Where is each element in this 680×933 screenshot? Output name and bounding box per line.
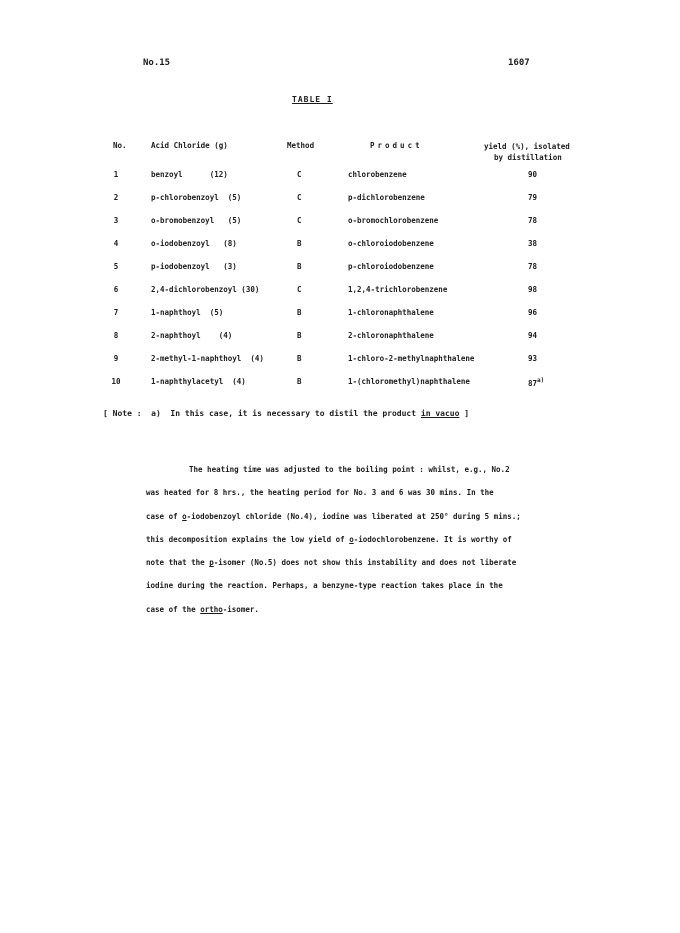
emphasis-span: ortho: [200, 604, 223, 614]
row-yield: 79: [528, 193, 538, 202]
table-row: [0, 262, 680, 276]
paragraph-line: iodine during the reaction. Perhaps, a benzyne-type reaction takes place in the: [146, 581, 503, 591]
yield-header-line-2: by distillation: [494, 153, 562, 162]
table-row: [0, 216, 680, 230]
row-acid-chloride: 2-methyl-1-naphthoyl (4): [151, 354, 264, 363]
text-span: case of: [146, 511, 183, 521]
text-span: case of the: [146, 604, 201, 614]
row-product: 1-chloronaphthalene: [348, 308, 434, 317]
row-yield: [528, 377, 544, 388]
text-span: -isomer.: [222, 604, 259, 614]
footnote-marker: a): [537, 377, 545, 384]
row-acid-chloride: o-iodobenzoyl (8): [151, 239, 237, 248]
row-acid-chloride: 2-naphthoyl (4): [151, 331, 233, 340]
row-method: C: [297, 170, 302, 179]
row-yield: 96: [528, 308, 538, 317]
row-product: 1-(chloromethyl)naphthalene: [348, 377, 470, 386]
row-yield: 93: [528, 354, 538, 363]
emphasis-span: o: [349, 534, 354, 544]
row-method: B: [297, 308, 302, 317]
table-title: TABLE I: [292, 95, 333, 104]
text-span: note that the: [146, 558, 210, 568]
table-row: [0, 331, 680, 345]
row-product: 2-chloronaphthalene: [348, 331, 434, 340]
column-header-product: Product: [370, 141, 423, 150]
table-row: [0, 285, 680, 299]
body-paragraph: [146, 465, 566, 628]
row-no: 2: [113, 193, 119, 202]
emphasis-span: p: [209, 558, 214, 568]
column-header-acid-chloride: Acid Chloride (g): [151, 141, 228, 150]
row-no: 6: [113, 285, 119, 294]
row-method: B: [297, 354, 302, 363]
row-method: B: [297, 239, 302, 248]
row-no: 1: [113, 170, 119, 179]
row-no: 5: [113, 262, 119, 271]
row-acid-chloride: 1-naphthylacetyl (4): [151, 377, 246, 386]
row-yield: 90: [528, 170, 538, 179]
text-span: this decomposition explains the low yield of: [146, 534, 350, 544]
row-yield: 38: [528, 239, 538, 248]
emphasis-span: o: [182, 511, 187, 521]
row-no: 8: [113, 331, 119, 340]
row-yield: 78: [528, 262, 538, 271]
page-number: 1607: [508, 58, 530, 68]
row-no: 9: [113, 354, 119, 363]
row-method: C: [297, 216, 302, 225]
row-yield: 78: [528, 216, 538, 225]
row-yield: 94: [528, 331, 538, 340]
table-row: [0, 377, 680, 391]
table-row: [0, 170, 680, 184]
row-acid-chloride: 2,4-dichlorobenzoyl (30): [151, 285, 260, 294]
table-row: [0, 193, 680, 207]
paragraph-line: [146, 605, 566, 628]
row-method: C: [297, 285, 302, 294]
row-product: p-dichlorobenzene: [348, 193, 425, 202]
row-acid-chloride: benzoyl (12): [151, 170, 228, 179]
footnote-close: ]: [459, 409, 470, 418]
row-yield-value: 87: [528, 379, 538, 388]
row-method: B: [297, 262, 302, 271]
footnote-emphasis: in vacuo: [420, 409, 460, 418]
row-no: 10: [111, 377, 121, 386]
row-yield: 98: [528, 285, 538, 294]
column-header-no: No.: [113, 141, 127, 150]
row-acid-chloride: o-bromobenzoyl (5): [151, 216, 242, 225]
table-footnote: [103, 409, 469, 418]
paragraph-line: [146, 558, 566, 581]
paragraph-line: The heating time was adjusted to the boiling point : whilst, e.g., No.2: [189, 465, 510, 474]
table-row: [0, 308, 680, 322]
row-acid-chloride: p-iodobenzoyl (3): [151, 262, 237, 271]
row-product: p-chloroiodobenzene: [348, 262, 434, 271]
row-product: 1-chloro-2-methylnaphthalene: [348, 354, 475, 363]
row-acid-chloride: p-chlorobenzoyl (5): [151, 193, 242, 202]
table-row: [0, 354, 680, 368]
text-span: -iodobenzoyl chloride (No.4), iodine was liberated at 250° during 5 mins.;: [186, 511, 521, 521]
paragraph-line: [146, 535, 566, 558]
row-product: o-chloroiodobenzene: [348, 239, 434, 248]
table-row: [0, 239, 680, 253]
text-span: -iodochlorobenzene. It is worthy of: [353, 534, 512, 544]
row-acid-chloride: 1-naphthoyl (5): [151, 308, 224, 317]
paragraph-line: was heated for 8 hrs., the heating period for No. 3 and 6 was 30 mins. In the: [146, 488, 494, 498]
row-product: chlorobenzene: [348, 170, 407, 179]
row-method: B: [297, 377, 302, 386]
row-no: 7: [113, 308, 119, 317]
footnote-text: [ Note : a) In this case, it is necessary to distil the product: [103, 409, 421, 418]
column-header-method: Method: [287, 141, 315, 150]
row-method: B: [297, 331, 302, 340]
row-no: 4: [113, 239, 119, 248]
journal-issue: No.15: [143, 58, 171, 68]
row-product: o-bromochlorobenzene: [348, 216, 439, 225]
column-header-yield: [484, 141, 570, 163]
yield-header-line-1: yield (%), isolated: [484, 142, 570, 151]
text-span: -isomer (No.5) does not show this instability and does not liberate: [213, 558, 517, 568]
row-method: C: [297, 193, 302, 202]
row-product: 1,2,4-trichlorobenzene: [348, 285, 448, 294]
row-no: 3: [113, 216, 119, 225]
paragraph-line: [146, 512, 566, 535]
